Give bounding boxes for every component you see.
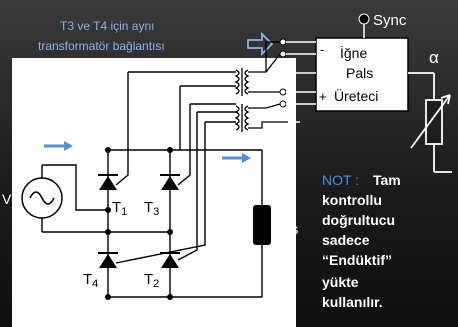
generator-label-line3: Üreteci xyxy=(334,88,379,104)
note-prefix: NOT : xyxy=(322,172,360,188)
note-line-1: Tam xyxy=(373,172,401,188)
source-label: V xyxy=(2,191,12,207)
t3-label: $T_3$ xyxy=(144,199,160,218)
t2-label: $T_2$ xyxy=(144,271,160,290)
note-line-2: kontrollu xyxy=(322,192,382,208)
generator-minus-sign: - xyxy=(320,42,325,57)
note-line-4: sadece xyxy=(322,232,370,248)
load-voltage-label: Vs xyxy=(282,221,299,237)
generator-label-line2: Pals xyxy=(346,65,374,81)
alpha-potentiometer xyxy=(408,73,452,172)
t1-label: $T_1$ xyxy=(112,199,128,218)
alpha-label: α xyxy=(429,48,439,67)
load-plus-sign: + xyxy=(282,204,290,219)
ac-source xyxy=(22,178,62,218)
load-resistor xyxy=(253,205,271,245)
note-line-3: doğrultucu xyxy=(322,212,396,228)
sync-label: Sync xyxy=(373,12,407,29)
generator-label-line1: İğne xyxy=(340,45,368,61)
load-minus-sign: - xyxy=(282,240,287,255)
note-line-5: “Endüktif” xyxy=(322,252,392,268)
note-line-7: kullanılır. xyxy=(322,294,383,310)
t3t4-note-arrow-icon xyxy=(248,34,272,54)
t4-label: $T_4$ xyxy=(83,271,99,290)
sync-terminal xyxy=(359,14,369,24)
t3t4-note-line2: transformatör bağlantısı xyxy=(38,39,165,53)
t3t4-note-line1: T3 ve T4 için aynı xyxy=(60,19,155,33)
generator-plus-sign: + xyxy=(319,89,327,104)
note-line-6: yükte xyxy=(322,274,359,290)
